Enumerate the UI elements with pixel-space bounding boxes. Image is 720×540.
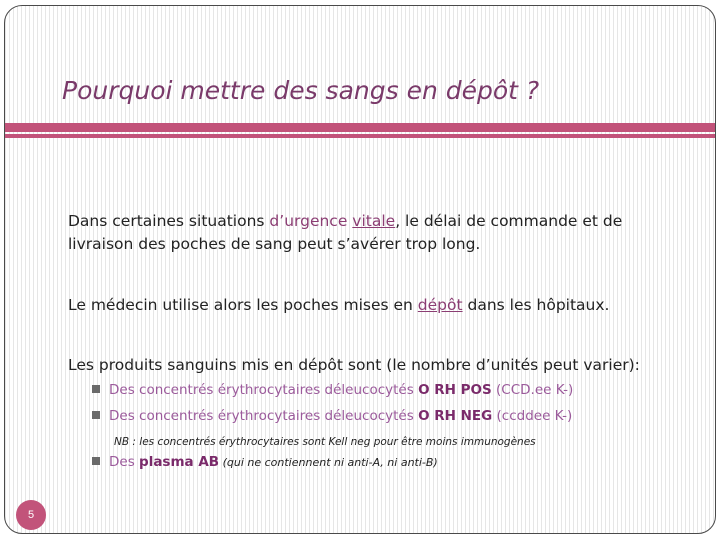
p2-text-end: dans les hôpitaux. bbox=[462, 296, 610, 314]
b1-text: Des concentrés érythrocytaires déleucocytés bbox=[109, 382, 419, 398]
p1-accent-vitale: vitale bbox=[352, 212, 396, 230]
list-item bbox=[92, 408, 572, 424]
page-number-badge: 5 bbox=[16, 500, 46, 530]
b3-plasma: plasma AB bbox=[139, 454, 220, 470]
b2-blood-group: O RH NEG bbox=[418, 408, 493, 424]
paragraph-produits: Les produits sanguins mis en dépôt sont (le nombre d’unités peut varier): bbox=[68, 356, 640, 374]
title-divider-thick bbox=[5, 123, 715, 132]
title-divider-thin bbox=[5, 134, 715, 138]
title-area bbox=[5, 6, 715, 124]
b2-text: Des concentrés érythrocytaires déleucocytés bbox=[109, 408, 419, 424]
b1-phenotype: (CCD.ee K-) bbox=[491, 382, 574, 398]
b3-text: Des bbox=[109, 454, 140, 470]
p1-text-end: , le délai de commande et de bbox=[395, 212, 623, 230]
list-item bbox=[92, 454, 438, 470]
p1-line2: livraison des poches de sang peut s’avérer trop long. bbox=[68, 235, 481, 253]
p2-accent-depot: dépôt bbox=[417, 296, 463, 314]
square-bullet-icon bbox=[92, 457, 100, 465]
slide-title: Pourquoi mettre des sangs en dépôt ? bbox=[62, 76, 540, 105]
b3-note: (qui ne contiennent ni anti-A, ni anti-B) bbox=[219, 456, 438, 469]
p1-text: Dans certaines situations bbox=[68, 212, 270, 230]
p2-text: Le médecin utilise alors les poches mises en bbox=[68, 296, 418, 314]
nb-note: NB : les concentrés érythrocytaires sont Kell neg pour être moins immunogènes bbox=[114, 436, 536, 448]
square-bullet-icon bbox=[92, 411, 100, 419]
list-item bbox=[92, 382, 573, 398]
paragraph-depot bbox=[68, 294, 609, 317]
b2-phenotype: (ccddee K-) bbox=[492, 408, 573, 424]
slide-frame bbox=[4, 5, 716, 534]
square-bullet-icon bbox=[92, 385, 100, 393]
b1-blood-group: O RH POS bbox=[418, 382, 492, 398]
paragraph-urgence bbox=[68, 210, 622, 256]
p1-accent-urgence: d’urgence bbox=[269, 212, 353, 230]
